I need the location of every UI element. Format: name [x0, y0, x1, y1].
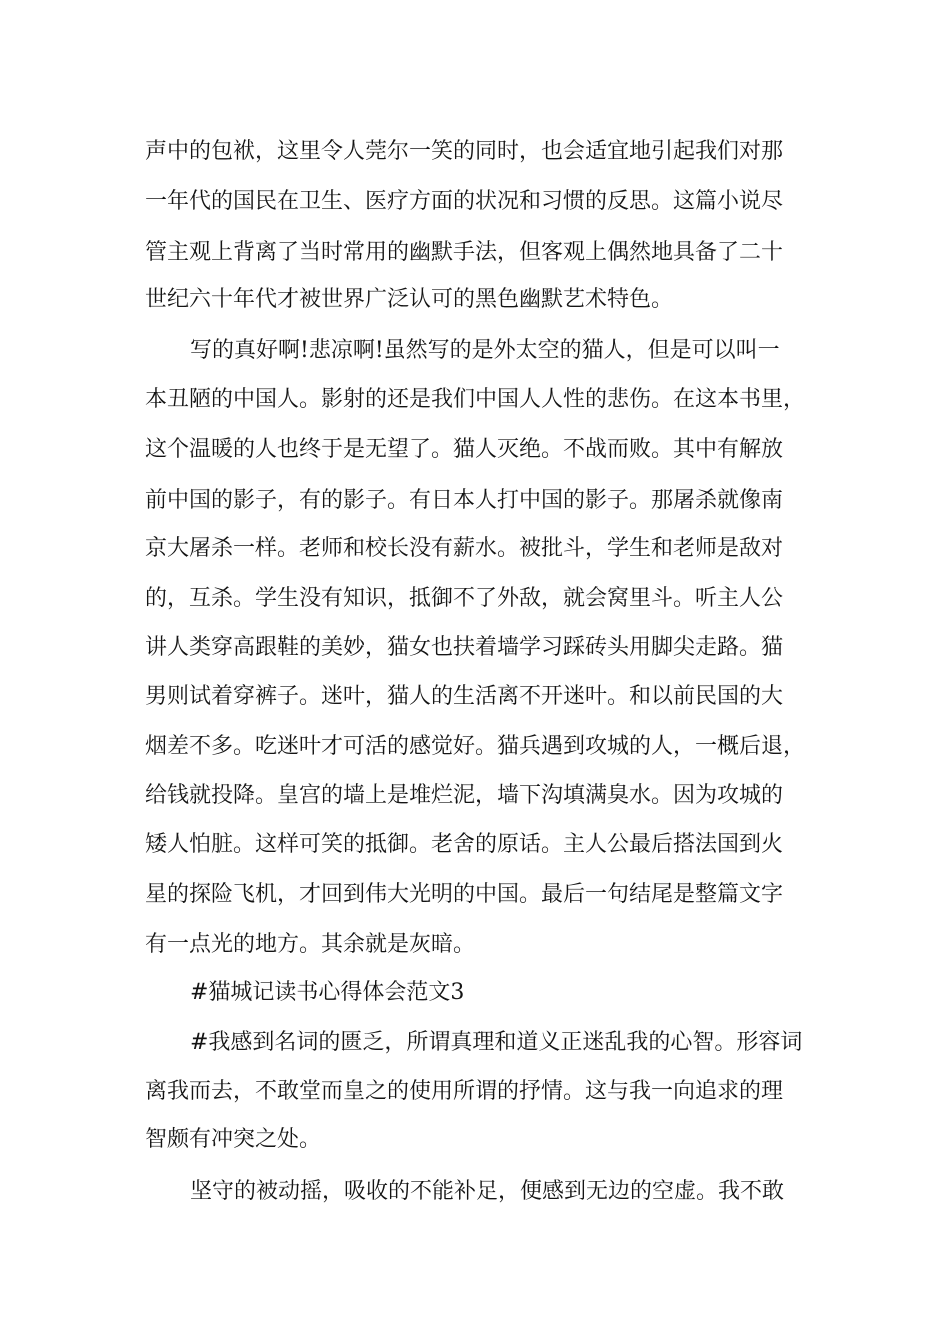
text-line: 烟差不多。吃迷叶才可活的感觉好。猫兵遇到攻城的人，一概后退， — [145, 734, 806, 759]
text-line: 京大屠杀一样。老师和校长没有薪水。被批斗，学生和老师是敌对 — [145, 536, 784, 561]
text-line: 智颇有冲突之处。 — [145, 1127, 322, 1152]
text-line: 矮人怕脏。这样可笑的抵御。老舍的原话。主人公最后搭法国到火 — [145, 832, 784, 857]
text-line: 前中国的影子，有的影子。有日本人打中国的影子。那屠杀就像南 — [145, 488, 784, 513]
section-heading: #猫城记读书心得体会范文3 — [190, 980, 465, 1005]
text-line: 离我而去，不敢堂而皇之的使用所谓的抒情。这与我一向追求的理 — [145, 1079, 784, 1104]
text-line: 坚守的被动摇，吸收的不能补足，便感到无边的空虚。我不敢 — [190, 1179, 785, 1204]
text-line: 一年代的国民在卫生、医疗方面的状况和习惯的反思。这篇小说尽 — [145, 189, 784, 214]
text-line: 有一点光的地方。其余就是灰暗。 — [145, 932, 476, 957]
text-line: 管主观上背离了当时常用的幽默手法，但客观上偶然地具备了二十 — [145, 240, 784, 265]
text-line: 声中的包袱，这里令人莞尔一笑的同时，也会适宜地引起我们对那 — [145, 139, 784, 164]
text-line: 本丑陋的中国人。影射的还是我们中国人人性的悲伤。在这本书里， — [145, 387, 806, 412]
text-line: 讲人类穿高跟鞋的美妙，猫女也扶着墙学习踩砖头用脚尖走路。猫 — [145, 635, 784, 660]
text-line: 这个温暖的人也终于是无望了。猫人灭绝。不战而败。其中有解放 — [145, 437, 784, 462]
text-line: 男则试着穿裤子。迷叶，猫人的生活离不开迷叶。和以前民国的大 — [145, 684, 784, 709]
text-line: 世纪六十年代才被世界广泛认可的黑色幽默艺术特色。 — [145, 287, 674, 312]
text-line: 星的探险飞机，才回到伟大光明的中国。最后一句结尾是整篇文字 — [145, 882, 784, 907]
text-line: 写的真好啊!悲凉啊!虽然写的是外太空的猫人，但是可以叫一 — [190, 338, 780, 363]
text-line: #我感到名词的匮乏，所谓真理和道义正迷乱我的心智。形容词 — [190, 1030, 803, 1055]
text-line: 的，互杀。学生没有知识，抵御不了外敌，就会窝里斗。听主人公 — [145, 586, 784, 611]
text-line: 给钱就投降。皇宫的墙上是堆烂泥，墙下沟填满臭水。因为攻城的 — [145, 783, 784, 808]
